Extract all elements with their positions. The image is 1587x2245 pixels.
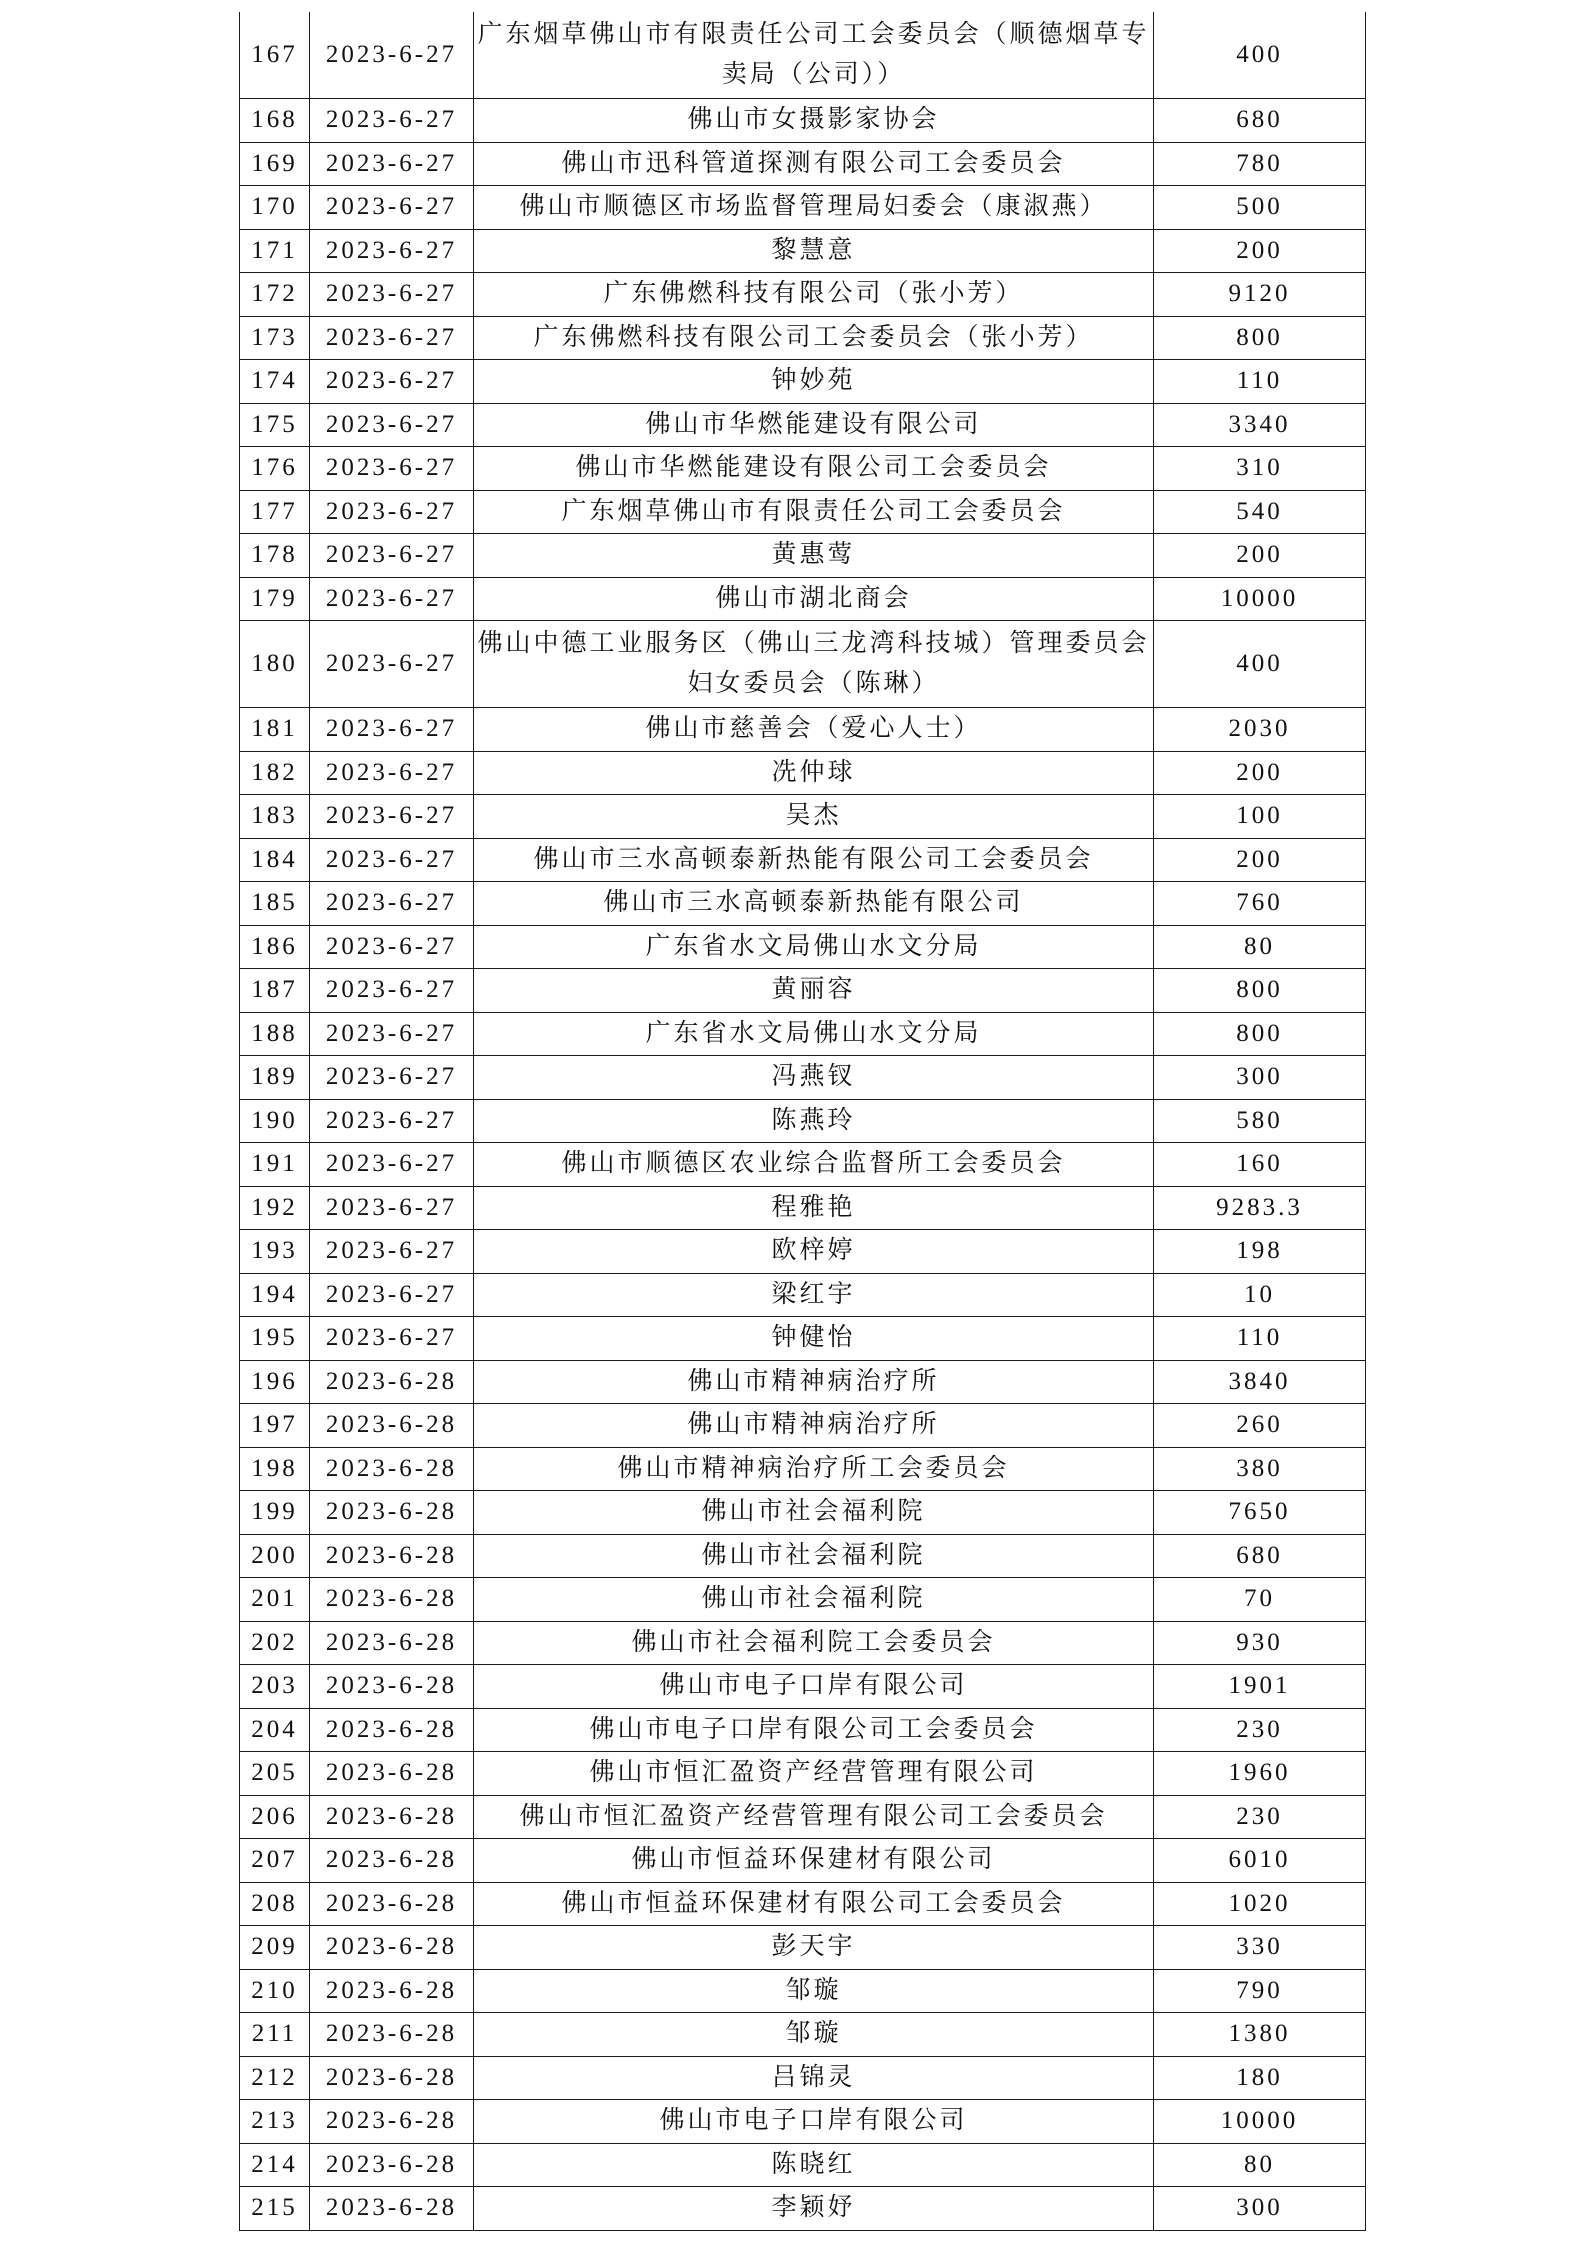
donation-date: 2023-6-28	[310, 1360, 474, 1404]
donation-date: 2023-6-28	[310, 1969, 474, 2013]
donation-amount: 800	[1154, 969, 1366, 1013]
donor-name: 李颖妤	[474, 2187, 1154, 2231]
donor-name: 彭天宇	[474, 1926, 1154, 1970]
donation-amount: 930	[1154, 1621, 1366, 1665]
donation-amount: 800	[1154, 1012, 1366, 1056]
row-number: 190	[240, 1099, 310, 1143]
donation-date: 2023-6-28	[310, 1882, 474, 1926]
row-number: 197	[240, 1404, 310, 1448]
donor-name: 广东烟草佛山市有限责任公司工会委员会（顺德烟草专卖局（公司））	[474, 12, 1154, 99]
row-number: 202	[240, 1621, 310, 1665]
donor-name: 佛山市顺德区农业综合监督所工会委员会	[474, 1143, 1154, 1187]
row-number: 203	[240, 1665, 310, 1709]
row-number: 195	[240, 1317, 310, 1361]
row-number: 198	[240, 1447, 310, 1491]
donation-date: 2023-6-27	[310, 751, 474, 795]
donation-date: 2023-6-27	[310, 795, 474, 839]
donation-amount: 7650	[1154, 1491, 1366, 1535]
donation-amount: 110	[1154, 1317, 1366, 1361]
donation-amount: 230	[1154, 1708, 1366, 1752]
donation-amount: 10	[1154, 1273, 1366, 1317]
donation-date: 2023-6-28	[310, 1447, 474, 1491]
row-number: 176	[240, 447, 310, 491]
donation-date: 2023-6-28	[310, 1534, 474, 1578]
table-row	[240, 1752, 1366, 1796]
table-row	[240, 99, 1366, 143]
donation-amount: 260	[1154, 1404, 1366, 1448]
table-row	[240, 186, 1366, 230]
donation-date: 2023-6-27	[310, 1230, 474, 1274]
donation-amount: 200	[1154, 751, 1366, 795]
donation-date: 2023-6-27	[310, 186, 474, 230]
donor-name: 佛山市电子口岸有限公司工会委员会	[474, 1708, 1154, 1752]
row-number: 184	[240, 838, 310, 882]
donor-name: 佛山市三水高顿泰新热能有限公司工会委员会	[474, 838, 1154, 882]
row-number: 173	[240, 316, 310, 360]
donor-name: 广东佛燃科技有限公司工会委员会（张小芳）	[474, 316, 1154, 360]
donation-date: 2023-6-27	[310, 1317, 474, 1361]
donation-date: 2023-6-28	[310, 2143, 474, 2187]
row-number: 206	[240, 1795, 310, 1839]
donor-name: 邹璇	[474, 2013, 1154, 2057]
donor-name: 佛山市社会福利院	[474, 1491, 1154, 1535]
row-number: 178	[240, 534, 310, 578]
donor-name: 佛山市华燃能建设有限公司	[474, 403, 1154, 447]
donation-amount: 9283.3	[1154, 1186, 1366, 1230]
row-number: 211	[240, 2013, 310, 2057]
row-number: 196	[240, 1360, 310, 1404]
table-row	[240, 621, 1366, 708]
donor-name: 佛山市恒汇盈资产经营管理有限公司	[474, 1752, 1154, 1796]
row-number: 204	[240, 1708, 310, 1752]
donor-name: 冯燕钗	[474, 1056, 1154, 1100]
donor-name: 佛山市社会福利院	[474, 1578, 1154, 1622]
donor-name: 佛山市迅科管道探测有限公司工会委员会	[474, 142, 1154, 186]
donation-date: 2023-6-28	[310, 1839, 474, 1883]
donation-amount: 580	[1154, 1099, 1366, 1143]
donor-name: 广东佛燃科技有限公司（张小芳）	[474, 273, 1154, 317]
row-number: 179	[240, 577, 310, 621]
table-row	[240, 1230, 1366, 1274]
donor-name: 佛山市湖北商会	[474, 577, 1154, 621]
row-number: 201	[240, 1578, 310, 1622]
donation-date: 2023-6-27	[310, 838, 474, 882]
donation-date: 2023-6-27	[310, 1012, 474, 1056]
donation-amount: 110	[1154, 360, 1366, 404]
donation-date: 2023-6-28	[310, 1491, 474, 1535]
table-row	[240, 751, 1366, 795]
donation-amount: 760	[1154, 882, 1366, 926]
donor-name: 佛山市精神病治疗所	[474, 1360, 1154, 1404]
donation-date: 2023-6-27	[310, 534, 474, 578]
table-row	[240, 1926, 1366, 1970]
donor-name: 佛山市慈善会（爱心人士）	[474, 708, 1154, 752]
donation-amount: 80	[1154, 925, 1366, 969]
donation-amount: 790	[1154, 1969, 1366, 2013]
row-number: 189	[240, 1056, 310, 1100]
donation-amount: 300	[1154, 1056, 1366, 1100]
donor-name: 陈燕玲	[474, 1099, 1154, 1143]
donor-name: 吴杰	[474, 795, 1154, 839]
donation-amount: 780	[1154, 142, 1366, 186]
table-row	[240, 447, 1366, 491]
row-number: 205	[240, 1752, 310, 1796]
donation-amount: 10000	[1154, 577, 1366, 621]
row-number: 213	[240, 2100, 310, 2144]
donation-amount: 310	[1154, 447, 1366, 491]
donation-amount: 400	[1154, 621, 1366, 708]
donation-amount: 1380	[1154, 2013, 1366, 2057]
table-row	[240, 534, 1366, 578]
table-row	[240, 1056, 1366, 1100]
donation-date: 2023-6-28	[310, 1621, 474, 1665]
donation-amount: 500	[1154, 186, 1366, 230]
table-row	[240, 882, 1366, 926]
donation-date: 2023-6-27	[310, 1186, 474, 1230]
donor-name: 黎慧意	[474, 229, 1154, 273]
donation-date: 2023-6-27	[310, 1056, 474, 1100]
table-row	[240, 838, 1366, 882]
table-row	[240, 1273, 1366, 1317]
table-row	[240, 1534, 1366, 1578]
donor-name: 佛山市三水高顿泰新热能有限公司	[474, 882, 1154, 926]
donation-amount: 1960	[1154, 1752, 1366, 1796]
row-number: 209	[240, 1926, 310, 1970]
row-number: 193	[240, 1230, 310, 1274]
donor-name: 欧梓婷	[474, 1230, 1154, 1274]
table-row	[240, 1665, 1366, 1709]
table-row	[240, 2143, 1366, 2187]
donation-date: 2023-6-27	[310, 99, 474, 143]
row-number: 182	[240, 751, 310, 795]
table-row	[240, 2013, 1366, 2057]
donation-amount: 180	[1154, 2056, 1366, 2100]
row-number: 192	[240, 1186, 310, 1230]
table-row	[240, 360, 1366, 404]
table-row	[240, 708, 1366, 752]
table-row	[240, 1969, 1366, 2013]
donation-date: 2023-6-27	[310, 12, 474, 99]
donation-date: 2023-6-27	[310, 1099, 474, 1143]
donation-date: 2023-6-27	[310, 577, 474, 621]
table-row	[240, 273, 1366, 317]
row-number: 168	[240, 99, 310, 143]
donation-amount: 80	[1154, 2143, 1366, 2187]
donation-amount: 680	[1154, 1534, 1366, 1578]
table-row	[240, 2056, 1366, 2100]
donor-name: 佛山市电子口岸有限公司	[474, 1665, 1154, 1709]
donation-amount: 3340	[1154, 403, 1366, 447]
table-row	[240, 1317, 1366, 1361]
donation-date: 2023-6-27	[310, 490, 474, 534]
donor-name: 梁红宇	[474, 1273, 1154, 1317]
donation-date: 2023-6-27	[310, 403, 474, 447]
donation-date: 2023-6-28	[310, 1578, 474, 1622]
row-number: 186	[240, 925, 310, 969]
donor-name: 吕锦灵	[474, 2056, 1154, 2100]
table-row	[240, 1795, 1366, 1839]
donation-amount: 200	[1154, 534, 1366, 578]
row-number: 170	[240, 186, 310, 230]
row-number: 214	[240, 2143, 310, 2187]
donor-name: 程雅艳	[474, 1186, 1154, 1230]
donor-name: 佛山市恒益环保建材有限公司	[474, 1839, 1154, 1883]
table-row	[240, 1491, 1366, 1535]
donor-name: 佛山市社会福利院	[474, 1534, 1154, 1578]
donation-amount: 3840	[1154, 1360, 1366, 1404]
donation-date: 2023-6-28	[310, 1404, 474, 1448]
donation-amount: 6010	[1154, 1839, 1366, 1883]
donation-table	[239, 12, 1365, 2231]
donor-name: 佛山市恒汇盈资产经营管理有限公司工会委员会	[474, 1795, 1154, 1839]
donation-list-table	[239, 12, 1366, 2231]
row-number: 194	[240, 1273, 310, 1317]
row-number: 208	[240, 1882, 310, 1926]
table-row	[240, 490, 1366, 534]
row-number: 174	[240, 360, 310, 404]
donation-date: 2023-6-28	[310, 1752, 474, 1796]
donation-date: 2023-6-27	[310, 142, 474, 186]
row-number: 207	[240, 1839, 310, 1883]
row-number: 187	[240, 969, 310, 1013]
table-row	[240, 1404, 1366, 1448]
donation-date: 2023-6-27	[310, 447, 474, 491]
donor-name: 冼仲球	[474, 751, 1154, 795]
donation-amount: 300	[1154, 2187, 1366, 2231]
row-number: 210	[240, 1969, 310, 2013]
donor-name: 佛山市女摄影家协会	[474, 99, 1154, 143]
donation-date: 2023-6-27	[310, 273, 474, 317]
table-row	[240, 12, 1366, 99]
donation-amount: 800	[1154, 316, 1366, 360]
donation-date: 2023-6-27	[310, 360, 474, 404]
row-number: 188	[240, 1012, 310, 1056]
donation-date: 2023-6-27	[310, 925, 474, 969]
row-number: 180	[240, 621, 310, 708]
donation-date: 2023-6-28	[310, 2013, 474, 2057]
row-number: 172	[240, 273, 310, 317]
donation-date: 2023-6-27	[310, 708, 474, 752]
donation-amount: 200	[1154, 838, 1366, 882]
table-row	[240, 1882, 1366, 1926]
table-row	[240, 969, 1366, 1013]
donation-amount: 160	[1154, 1143, 1366, 1187]
donation-date: 2023-6-28	[310, 2056, 474, 2100]
donation-date: 2023-6-28	[310, 2187, 474, 2231]
row-number: 185	[240, 882, 310, 926]
donor-name: 广东省水文局佛山水文分局	[474, 1012, 1154, 1056]
table-row	[240, 1360, 1366, 1404]
row-number: 212	[240, 2056, 310, 2100]
donation-date: 2023-6-27	[310, 621, 474, 708]
donation-amount: 380	[1154, 1447, 1366, 1491]
row-number: 199	[240, 1491, 310, 1535]
table-row	[240, 403, 1366, 447]
donor-name: 佛山市社会福利院工会委员会	[474, 1621, 1154, 1665]
row-number: 171	[240, 229, 310, 273]
donor-name: 佛山市精神病治疗所	[474, 1404, 1154, 1448]
donation-date: 2023-6-27	[310, 1273, 474, 1317]
donor-name: 佛山市恒益环保建材有限公司工会委员会	[474, 1882, 1154, 1926]
donation-amount: 70	[1154, 1578, 1366, 1622]
table-row	[240, 142, 1366, 186]
donation-amount: 2030	[1154, 708, 1366, 752]
table-row	[240, 1143, 1366, 1187]
donor-name: 佛山市电子口岸有限公司	[474, 2100, 1154, 2144]
table-row	[240, 1186, 1366, 1230]
donor-name: 钟健怡	[474, 1317, 1154, 1361]
donation-amount: 1020	[1154, 1882, 1366, 1926]
table-row	[240, 577, 1366, 621]
table-row	[240, 1578, 1366, 1622]
donor-name: 广东省水文局佛山水文分局	[474, 925, 1154, 969]
table-row	[240, 1099, 1366, 1143]
table-row	[240, 1621, 1366, 1665]
row-number: 167	[240, 12, 310, 99]
donation-amount: 400	[1154, 12, 1366, 99]
donor-name: 钟妙苑	[474, 360, 1154, 404]
donation-date: 2023-6-27	[310, 882, 474, 926]
donation-date: 2023-6-27	[310, 316, 474, 360]
donation-amount: 230	[1154, 1795, 1366, 1839]
row-number: 169	[240, 142, 310, 186]
donor-name: 邹璇	[474, 1969, 1154, 2013]
donation-date: 2023-6-28	[310, 1795, 474, 1839]
table-row	[240, 795, 1366, 839]
row-number: 200	[240, 1534, 310, 1578]
table-row	[240, 1447, 1366, 1491]
donation-date: 2023-6-28	[310, 2100, 474, 2144]
donation-date: 2023-6-28	[310, 1708, 474, 1752]
donor-name: 佛山中德工业服务区（佛山三龙湾科技城）管理委员会妇女委员会（陈琳）	[474, 621, 1154, 708]
donation-amount: 200	[1154, 229, 1366, 273]
donation-amount: 680	[1154, 99, 1366, 143]
row-number: 191	[240, 1143, 310, 1187]
table-row	[240, 316, 1366, 360]
row-number: 215	[240, 2187, 310, 2231]
donor-name: 佛山市精神病治疗所工会委员会	[474, 1447, 1154, 1491]
donor-name: 佛山市顺德区市场监督管理局妇委会（康淑燕）	[474, 186, 1154, 230]
table-row	[240, 2100, 1366, 2144]
table-row	[240, 1839, 1366, 1883]
donor-name: 佛山市华燃能建设有限公司工会委员会	[474, 447, 1154, 491]
donation-amount: 10000	[1154, 2100, 1366, 2144]
donation-amount: 540	[1154, 490, 1366, 534]
donation-date: 2023-6-28	[310, 1665, 474, 1709]
table-row	[240, 925, 1366, 969]
donation-amount: 1901	[1154, 1665, 1366, 1709]
donation-date: 2023-6-27	[310, 1143, 474, 1187]
table-row	[240, 1708, 1366, 1752]
donation-amount: 330	[1154, 1926, 1366, 1970]
donation-amount: 9120	[1154, 273, 1366, 317]
donor-name: 广东烟草佛山市有限责任公司工会委员会	[474, 490, 1154, 534]
table-row	[240, 2187, 1366, 2231]
row-number: 181	[240, 708, 310, 752]
donor-name: 黄丽容	[474, 969, 1154, 1013]
donor-name: 黄惠莺	[474, 534, 1154, 578]
table-row	[240, 1012, 1366, 1056]
donation-date: 2023-6-28	[310, 1926, 474, 1970]
donor-name: 陈晓红	[474, 2143, 1154, 2187]
row-number: 177	[240, 490, 310, 534]
donation-amount: 198	[1154, 1230, 1366, 1274]
table-row	[240, 229, 1366, 273]
row-number: 175	[240, 403, 310, 447]
donation-date: 2023-6-27	[310, 969, 474, 1013]
row-number: 183	[240, 795, 310, 839]
donation-date: 2023-6-27	[310, 229, 474, 273]
donation-amount: 100	[1154, 795, 1366, 839]
